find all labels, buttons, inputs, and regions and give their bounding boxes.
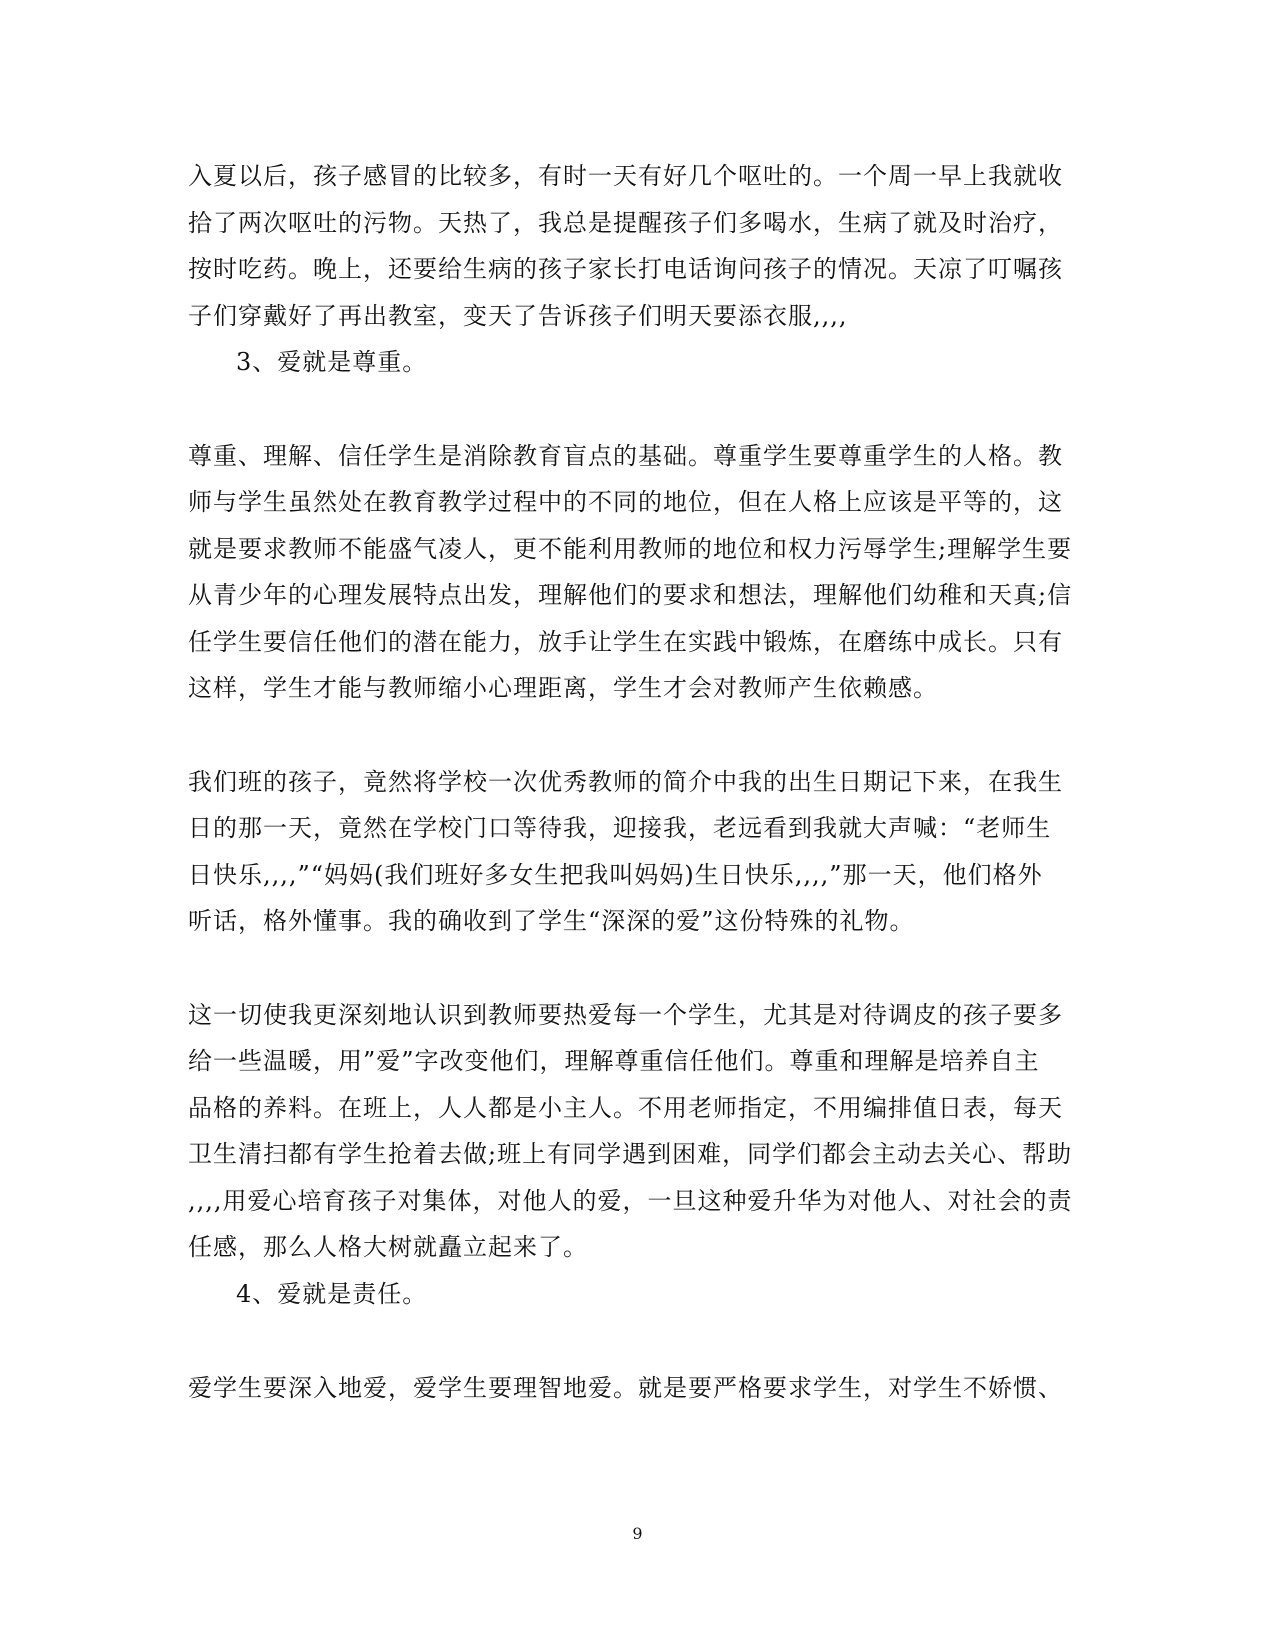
text-line: 拾了两次呕吐的污物。天热了，我总是提醒孩子们多喝水，生病了就及时治疗，	[188, 209, 1063, 237]
page-number: 9	[632, 1524, 643, 1543]
text-line: 任感，那么人格大树就矗立起来了。	[188, 1233, 588, 1261]
text-line: 日快乐,,,,”“妈妈(我们班好多女生把我叫妈妈)生日快乐,,,,”那一天，他们格外	[188, 861, 1043, 889]
text-line: 这一切使我更深刻地认识到教师要热爱每一个学生，尤其是对待调皮的孩子要多	[188, 1001, 1063, 1029]
text-line: 从青少年的心理发展特点出发，理解他们的要求和想法，理解他们幼稚和天真;信	[188, 581, 1073, 609]
text-line: 尊重、理解、信任学生是消除教育盲点的基础。尊重学生要尊重学生的人格。教	[188, 442, 1063, 470]
text-line: 这样，学生才能与教师缩小心理距离，学生才会对教师产生依赖感。	[188, 674, 938, 702]
text-line: 日的那一天，竟然在学校门口等待我，迎接我，老远看到我就大声喊：“老师生	[188, 814, 1052, 842]
text-line: 入夏以后，孩子感冒的比较多，有时一天有好几个呕吐的。一个周一早上我就收	[188, 162, 1063, 190]
section-heading: 4、爱就是责任。	[236, 1280, 428, 1308]
text-line: 卫生清扫都有学生抢着去做;班上有同学遇到困难，同学们都会主动去关心、帮助	[188, 1140, 1073, 1168]
text-line: 听话，格外懂事。我的确收到了学生“深深的爱”这份特殊的礼物。	[188, 907, 915, 935]
section-heading: 3、爱就是尊重。	[236, 348, 428, 376]
text-line: 子们穿戴好了再出教室，变天了告诉孩子们明天要添衣服,,,,	[188, 302, 848, 330]
text-line: ,,,,用爱心培育孩子对集体，对他人的爱，一旦这种爱升华为对他人、对社会的责	[188, 1187, 1073, 1215]
text-line: 就是要求教师不能盛气凌人，更不能利用教师的地位和权力污辱学生;理解学生要	[188, 535, 1073, 563]
text-line: 品格的养料。在班上，人人都是小主人。不用老师指定，不用编排值日表，每天	[188, 1094, 1063, 1122]
text-line: 给一些温暖，用”爱”字改变他们，理解尊重信任他们。尊重和理解是培养自主	[188, 1047, 1040, 1075]
text-line: 任学生要信任他们的潜在能力，放手让学生在实践中锻炼，在磨练中成长。只有	[188, 628, 1063, 656]
text-line: 师与学生虽然处在教育教学过程中的不同的地位，但在人格上应该是平等的，这	[188, 488, 1063, 516]
text-line: 按时吃药。晚上，还要给生病的孩子家长打电话询问孩子的情况。天凉了叮嘱孩	[188, 255, 1063, 283]
text-line: 爱学生要深入地爱，爱学生要理智地爱。就是要严格要求学生，对学生不娇惯、	[188, 1374, 1063, 1402]
text-line: 我们班的孩子，竟然将学校一次优秀教师的简介中我的出生日期记下来，在我生	[188, 768, 1063, 796]
